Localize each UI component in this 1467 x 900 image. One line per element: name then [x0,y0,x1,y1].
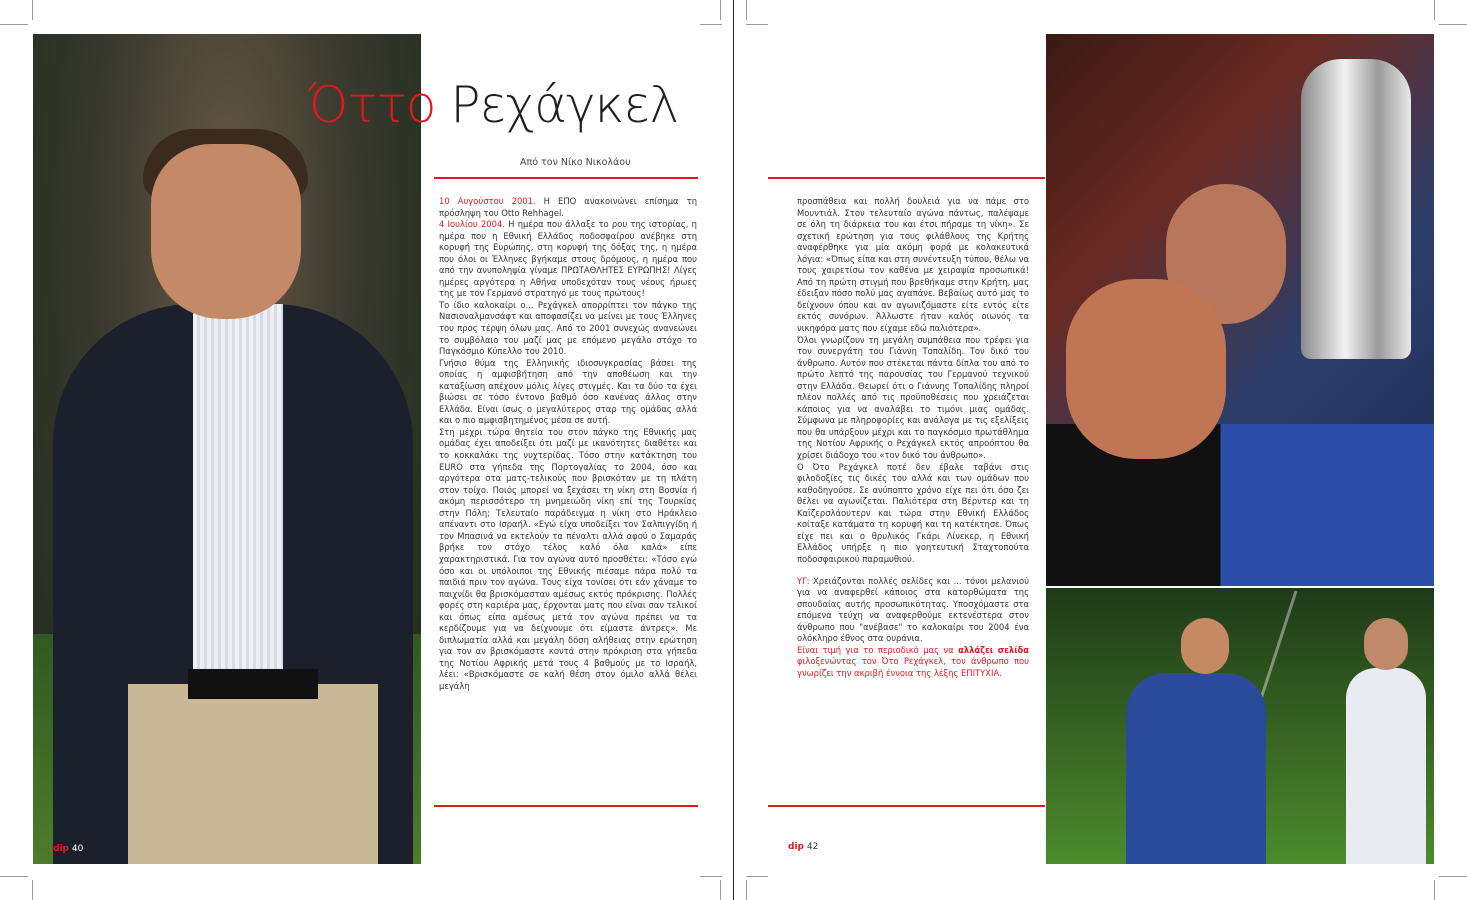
paragraph [439,358,697,427]
top-rule-left [434,177,698,179]
crop-mark [1434,0,1435,20]
folio-page-number: 40 [71,844,84,854]
title-first-name: Όττο [308,76,436,134]
crop-mark [746,880,747,900]
bottom-rule-right [768,805,1045,807]
article-title [308,76,678,134]
crop-mark [0,24,28,25]
crop-mark [720,0,721,20]
paragraph-text: Στη μέχρι τώρα θητεία του στον πάγκο της Εθνικής μας ομάδας έχει αποδείξει ότι μαζί με ικανότητες διαθέτει και το κοκκαλάκι της νυχτερίδας. Τόσο στην κατάκτηση του EURO στα γήπεδα της Πορτογαλίας το 2004, όσο και αργότερα στα ματς-τελικούς που βρισκόταν με τη πλάτη στον τοίχο. Ποιός μπορεί να ξεχάσει τη νίκη στη Βοσνία ή ακόμη περισσότερο τη μνημειώδη νίκη επί της Τουρκίας στην Πόλη; Τελευταίο παράδειγμα η νίκη στο Ηράκλειο απέναντι στο Ισραήλ. «Εγώ είχα υποδείξει τον Σαλπιγγίδη ή τον Μπασινά να εκτελούν τα πέναλτι αλλά αφού ο Σαμαράς βρήκε τον στόχο τέλος καλό όλα καλά» είπε χαρακτηριστικά. Για τον αγώνα αυτό προσθέτει: «Τόσο εγώ όσο και οι υπόλοιποι της Εθνικής πιέσαμε πάρα πολύ τα παιδιά πριν τον αγώνα. Τους είχα τονίσει ότι εάν χάναμε το παιχνίδι θα βρισκόμασταν αμέσως εκτός πρόκρισης. Πολλές φορές στη καριέρα μας, έρχονται ματς που είναι σαν τελικοί και όπως είπα αμέσως μετά τον αγώνα πρέπει να τα κερδίζουμε για να δείχνουμε ότι είμαστε άντρες». Με διπλωματία αλλά και μεγάλη δόση αλήθειας στην ερώτηση για τον αν βρισκόμαστε κοντά στην πρόκριση στα γήπεδα της Νοτίου Αφρικής μετά τους 4 βαθμούς με το Ισραήλ, λέει: «Βρισκόμαστε σε καλή θέση στον όμιλο αλλά θέλει μεγάλη [439,426,697,691]
closing-paragraph [797,645,1029,680]
crop-mark [0,876,28,877]
top-rule-right [768,177,1045,179]
ps-lead: ΥΓ: [797,575,810,586]
paragraph-text: Το ίδιο καλοκαίρι ο... Ρεχάγκελ απορρίπτει τον πάγκο της Νασιοναλμανσάφτ και αποφασίζει να μείνει με τους Έλληνες του προς τέρψη όλων μας. Από το 2001 συνεχώς ανανεώνει το συμβόλαιο του μαζί μας με επόμενο μεγάλο στόχο το Παγκόσμιο Κύπελλο του 2010. [439,299,697,357]
crop-mark [746,0,747,20]
date-lead: 10 Αυγούστου 2001. [439,196,536,206]
paragraph-text: Ο Ότο Ρεχάγκελ ποτέ δεν έβαλε ταβάνι στις φιλοδοξίες τις δικές του αλλά και των ομάδων που καθοδηγούσε. Σε ανύποπτο χρόνο είχε πει ότι όσο ζει θέλει να αγωνίζεται. Παλιότερα στη Βέρντερ και τη Καϊζερσλάουτερν και τώρα στην Εθνική Ελλάδος κοίταξε κατάματα τη κορυφή και τη κατέκτησε. Όπως είχε πει και ο θρυλικός Γκάρι Λίνεκερ, η Εθνική Ελλάδος υπήρξε η πιο γοητευτική Σταχτοπούτα ποδοσφαιρικού παραμυθιού. [797,461,1029,564]
folio-left [53,844,83,854]
article-column-right [797,196,1029,741]
crop-mark [746,24,768,25]
paragraph-text: Χρειάζονται πολλές σελίδες και ... τόνοι μελανιού για να αναφερθεί κάποιος στα κατορθώματα της σπουδαίας αυτής προσωπικότητας. Υποσχόμαστε στα επόμενα τεύχη να αναφερθούμε εκτενέστερα στον άνθρωπο που "ανέβασε" το καλοκαίρι του 2004 ένα ολόκληρο έθνος στα ουράνια. [797,575,1029,644]
paragraph [439,427,697,693]
folio-brand: dip [53,844,69,854]
crop-mark [1439,876,1467,877]
paragraph [797,335,1029,462]
training-session-photo [1046,588,1434,864]
paragraph [439,196,697,219]
title-last-name: Ρεχάγκελ [450,76,678,134]
trophy-icon [1301,59,1411,359]
byline: Από τον Νίκο Νικολάου [520,157,631,168]
paragraph [439,219,697,300]
crop-mark [700,876,722,877]
trophy-celebration-photo [1046,34,1434,586]
paragraph [797,462,1029,566]
paragraph [797,576,1029,645]
folio-page-number: 42 [806,842,819,852]
closing-text: φιλοξενώντας τον Ότο Ρεχάγκελ, τον άνθρωπο που γνωρίζει την ακριβή έννοια της λέξης ΕΠΙΤΥΧΙΑ. [797,656,1029,678]
crop-mark [720,880,721,900]
crop-mark [1439,24,1467,25]
paragraph-text: Γνήσιο θύμα της Ελληνικής ιδιοσυγκρασίας βάσει της οποίας η αμφισβήτηση από την αποθέωση και την καταξίωση απέχουν μόλις λίγες στιγμές. Και τα δύο τα έχει βιώσει σε τόσο έντονο βαθμό όσο κανένας άλλος στην Ελλάδα. Είναι ίσως ο μεγαλύτερος σταρ της ομάδας αλλά και ο πιο αμφισβητημένος μέσα σε αυτή. [439,357,697,426]
article-column-left [439,196,697,802]
folio-brand: dip [788,842,804,852]
paragraph-text: Όλοι γνωρίζουν τη μεγάλη συμπάθεια που τρέφει για τον συνεργάτη του Γιάννη Τοπαλίδη. Τον δικό του άνθρωπο. Αυτόν που στέκεται πάντα δίπλα του από το πρώτο λεπτό της παρουσίας του Γερμανού τεχνικού στην Ελλάδα. Θεωρεί ότι ο Γιάννης Τοπαλίδης πληροί πλέον πολλές από τις προϋποθέσεις που χρειάζεται κάποιος για να αναλάβει το τιμόνι μιας ομάδας. Σύμφωνα με πληροφορίες και ανάλογα με τις εξελίξεις που θα υπάρξουν μέχρι και το παγκόσμιο πρωτάθλημα της Νοτίου Αφρικής ο Ρεχάγκελ εκτός απροόπτου θα χρίσει διάδοχο του «τον δικό του άνθρωπο». [797,334,1029,461]
closing-emphasis: αλλάζει σελίδα [958,644,1029,655]
crop-mark [32,880,33,900]
paragraph [797,196,1029,335]
crop-mark [700,24,722,25]
coach-portrait-photo [33,34,421,864]
paragraph-text: Η ΕΠΟ ανακοινώνει επίσημα τη πρόσληψη του Otto Rehhagel. [439,196,697,218]
crop-mark [1434,880,1435,900]
crop-mark [32,0,33,20]
date-lead: 4 Ιουλίου 2004. [439,219,505,230]
paragraph-text: Η ημέρα που άλλαξε το ρου της ιστορίας, η ημέρα που η Εθνική Ελλάδος ποδοσφαίρου ανέβηκε στη κορυφή της Ευρώπης, στη κορυφή της δόξας της, η ημέρα που όλοι οι Έλληνες βγήκαμε στους δρόμους, η ημέρα που από την ανυποληψία γίναμε ΠΡΩΤΑΘΛΗΤΕΣ ΕΥΡΩΠΗΣ! Λίγες ημέρες αργότερα η Αθήνα υποδεχόταν τους νέους ήρωες της με τον Γερμανό στρατηγό με τους πρώτους! [439,219,697,299]
crop-mark [746,876,768,877]
paragraph-text: προσπάθεια και πολλή δουλειά για να πάμε στο Μουντιάλ. Στον τελευταίο αγώνα πάντως, παλέψαμε σε όλη τη διάρκεια του και έτσι πήραμε τη νίκη». Σε σχετική ερώτηση για τους φιλάθλους της Κρήτης αναφέρθηκε για μία ακόμη φορά με κολακευτικά λόγια: «Όπως είπα και στη συνέντευξη τύπου, θέλω να τους χαιρετίσω τον καθένα με χειραψία προσωπικά! Από τη πρώτη στιγμή που βρεθήκαμε στην Κρήτη, μας έδειξαν πόσο πολύ μας αγαπάνε. Βεβαίως αυτό μας το δείχνουν όπου και αν αγωνιζόμαστε είτε εντός είτε εκτός συνόρων. Άλλωστε ήταν καλός οιωνός τα νικηφόρα ματς που είχαμε εδώ παλιότερα». [797,196,1029,334]
closing-text: Είναι τιμή για το περιοδικό μας να [797,644,959,655]
bottom-rule-left [434,805,698,807]
paragraph [439,300,697,358]
folio-right [788,842,818,852]
spine-gutter [733,0,734,900]
